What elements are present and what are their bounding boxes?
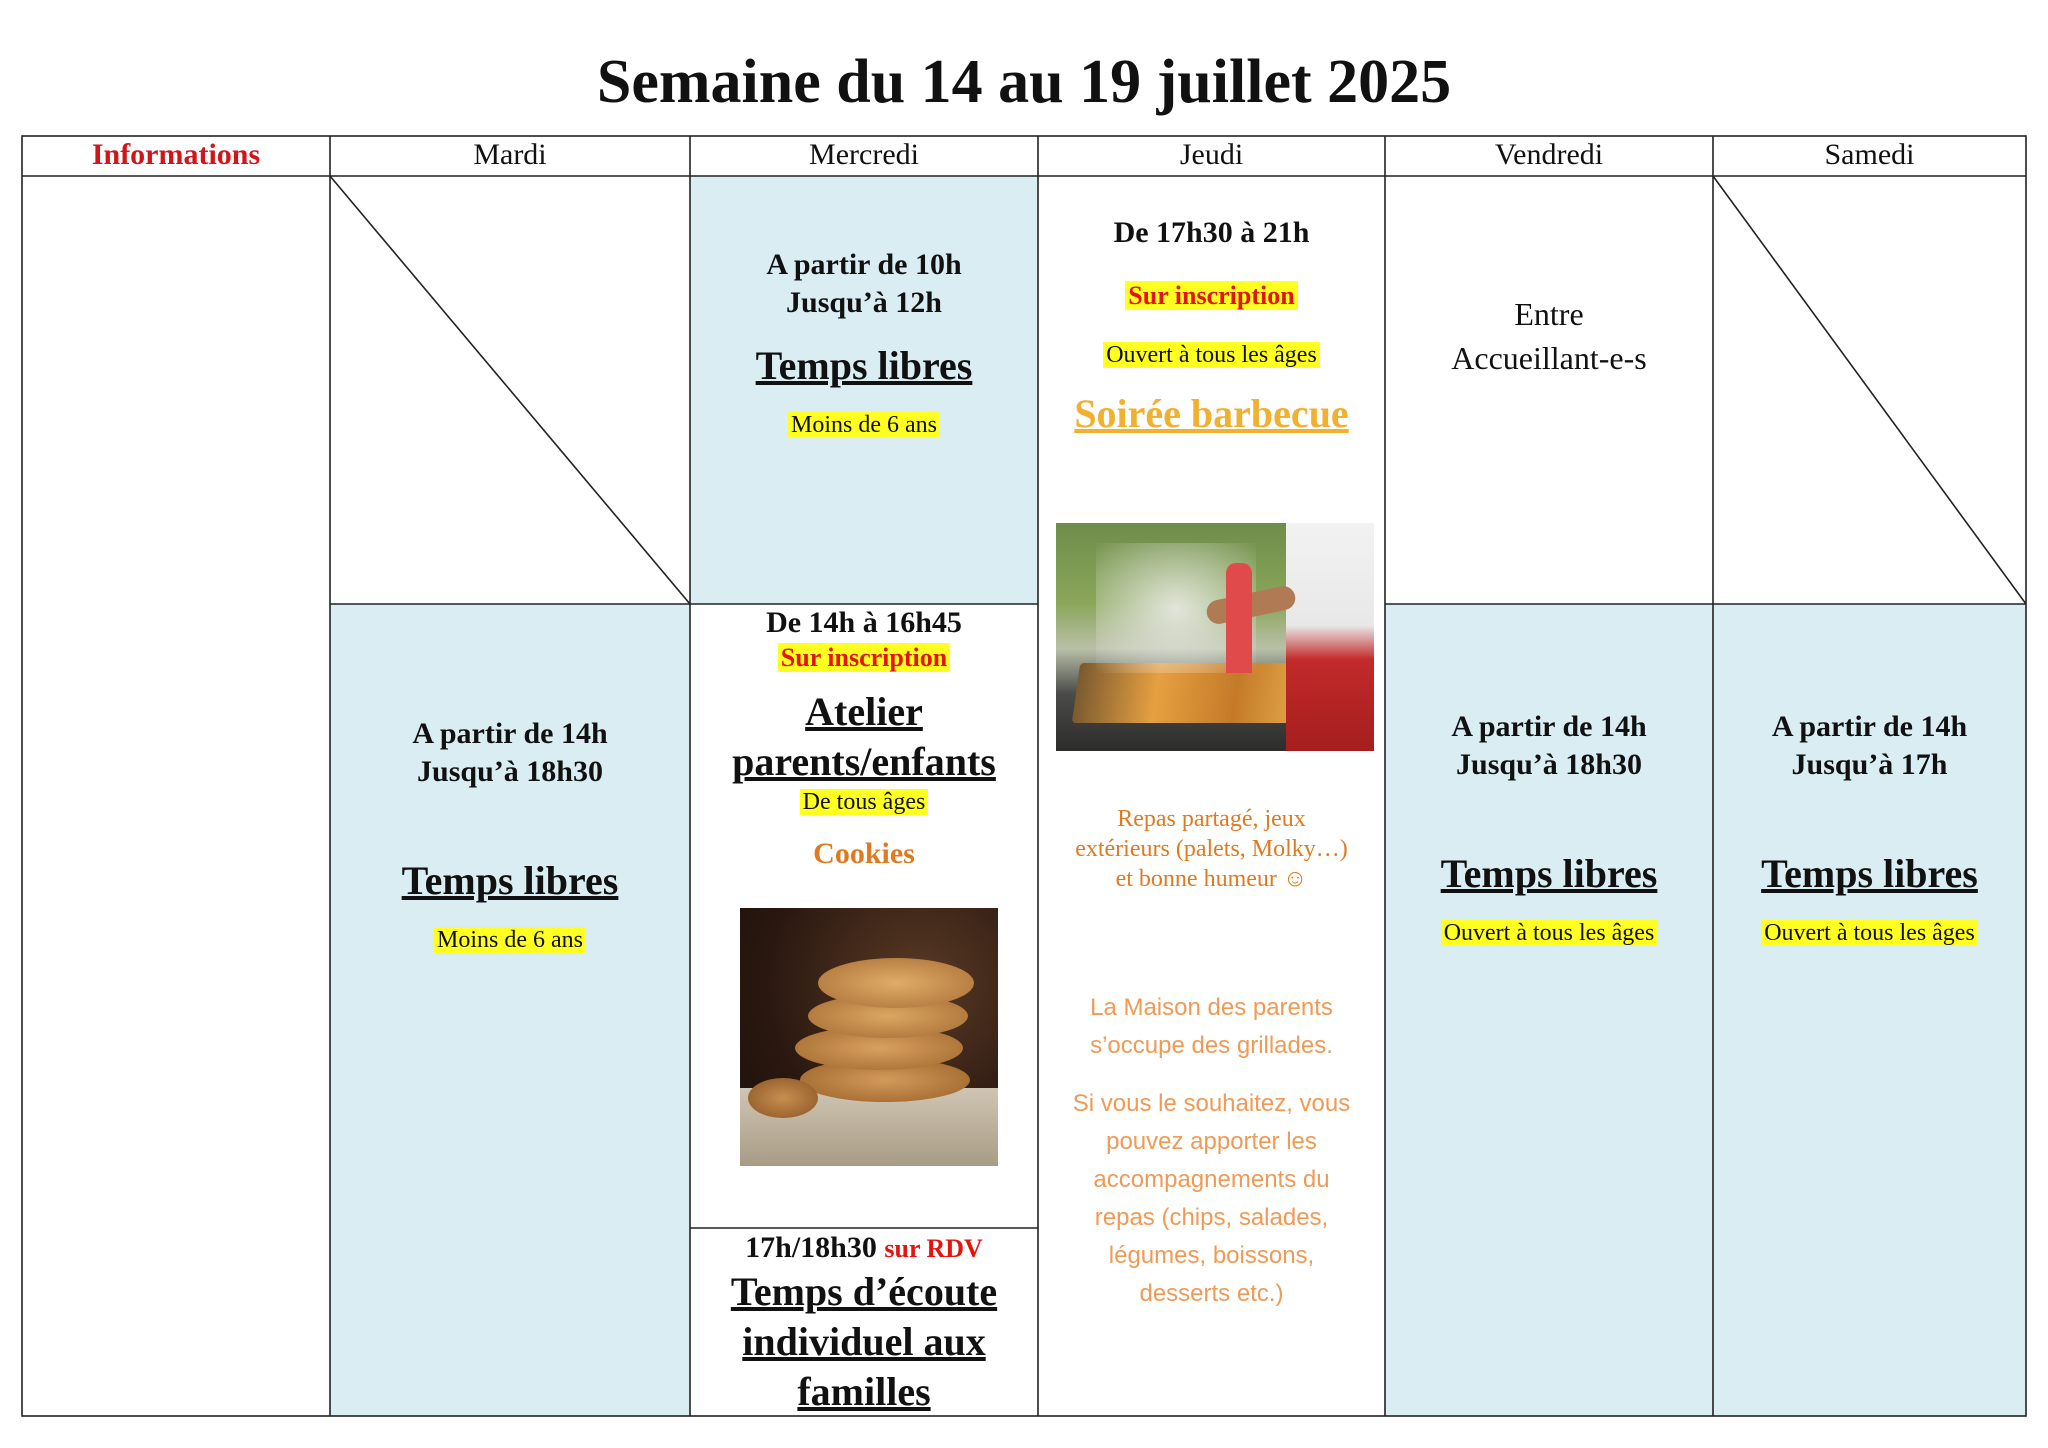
samedi-time-end: Jusqu’à 17h (1791, 748, 1948, 781)
mardi-age: Moins de 6 ans (434, 927, 586, 953)
mardi-apres-midi-block (330, 715, 690, 955)
cookies-photo (740, 908, 998, 1166)
mercredi-soir-time: 17h/18h30 (745, 1231, 877, 1264)
mercredi-soir-activity-1: Temps d’écoute (730, 1269, 998, 1314)
jeudi-note-line-7: légumes, boissons, (1108, 1242, 1315, 1269)
jeudi-note-line-2: s’occupe des grillades. (1090, 1032, 1333, 1059)
jeudi-note-line-8: desserts etc.) (1139, 1280, 1284, 1307)
barbecue-photo (1056, 523, 1374, 751)
jeudi-desc-line-3: et bonne humeur ☺ (1115, 866, 1308, 892)
jeudi-activity: Soirée barbecue (1074, 391, 1349, 436)
diagonal-mardi (330, 176, 690, 604)
mercredi-am-activity-2: parents/enfants (732, 739, 996, 784)
mercredi-soir-block (690, 1230, 1038, 1417)
vendredi-activity: Temps libres (1440, 851, 1658, 896)
mardi-time-start: A partir de 14h (412, 717, 608, 750)
header-mardi: Mardi (473, 138, 547, 171)
vendredi-time-start: A partir de 14h (1451, 710, 1647, 743)
diagonal-samedi (1713, 176, 2026, 604)
jeudi-block (1038, 214, 1385, 440)
mardi-activity: Temps libres (401, 858, 619, 903)
jeudi-note-line-6: repas (chips, salades, (1094, 1204, 1329, 1231)
mercredi-matin-time-start: A partir de 10h (766, 248, 962, 281)
vendredi-apres-midi-block (1385, 708, 1713, 948)
mercredi-am-time: De 14h à 16h45 (766, 606, 962, 639)
header-samedi: Samedi (1824, 138, 1915, 171)
mardi-time-end: Jusqu’à 18h30 (417, 755, 603, 788)
mercredi-matin-age: Moins de 6 ans (788, 412, 940, 438)
jeudi-note-line-4: pouvez apporter les (1106, 1128, 1317, 1155)
mercredi-matin-time-end: Jusqu’à 12h (786, 286, 942, 319)
jeudi-note-line-5: accompagnements du (1093, 1166, 1330, 1193)
mercredi-am-inscription: Sur inscription (778, 643, 950, 672)
jeudi-desc-line-2: extérieurs (palets, Molky…) (1075, 836, 1348, 862)
vendredi-matin-line-2: Accueillant-e-s (1451, 340, 1647, 376)
cook-figure (1286, 523, 1374, 751)
samedi-activity: Temps libres (1761, 851, 1978, 896)
header-vendredi: Vendredi (1494, 138, 1604, 171)
mercredi-am-age: De tous âges (800, 789, 929, 815)
header-jeudi: Jeudi (1179, 138, 1244, 171)
header-informations: Informations (91, 138, 261, 171)
samedi-time-start: A partir de 14h (1771, 710, 1968, 743)
jeudi-inscription: Sur inscription (1125, 281, 1297, 310)
mercredi-soir-activity-3: familles (797, 1369, 931, 1414)
mercredi-am-activity-1: Atelier (805, 689, 923, 734)
mercredi-am-theme: Cookies (813, 837, 915, 870)
guest-figure (1226, 563, 1252, 673)
mercredi-soir-activity-2: individuel aux (742, 1319, 986, 1364)
cookie-4 (818, 958, 974, 1008)
jeudi-note-line-3: Si vous le souhaitez, vous (1072, 1090, 1351, 1117)
page-title: Semaine du 14 au 19 juillet 2025 (596, 48, 1452, 116)
samedi-apres-midi-block (1713, 708, 2026, 948)
jeudi-note (1038, 989, 1385, 1313)
cookie-piece (748, 1078, 818, 1118)
jeudi-age: Ouvert à tous les âges (1103, 342, 1320, 368)
jeudi-note-line-1: La Maison des parents (1090, 994, 1333, 1021)
vendredi-matin-line-1: Entre (1514, 296, 1584, 332)
header-mercredi: Mercredi (809, 138, 919, 171)
jeudi-description (1038, 804, 1385, 894)
jeudi-time: De 17h30 à 21h (1113, 216, 1310, 249)
vendredi-time-end: Jusqu’à 18h30 (1456, 748, 1642, 781)
jeudi-desc-line-1: Repas partagé, jeux (1117, 806, 1306, 832)
mercredi-matin-block (690, 246, 1038, 440)
mercredi-matin-activity: Temps libres (755, 343, 973, 388)
vendredi-age: Ouvert à tous les âges (1441, 920, 1658, 946)
mercredi-apres-midi-block (690, 605, 1038, 873)
vendredi-matin-block (1385, 292, 1713, 380)
samedi-age: Ouvert à tous les âges (1761, 920, 1978, 946)
mercredi-soir-rdv: sur RDV (884, 1234, 983, 1263)
